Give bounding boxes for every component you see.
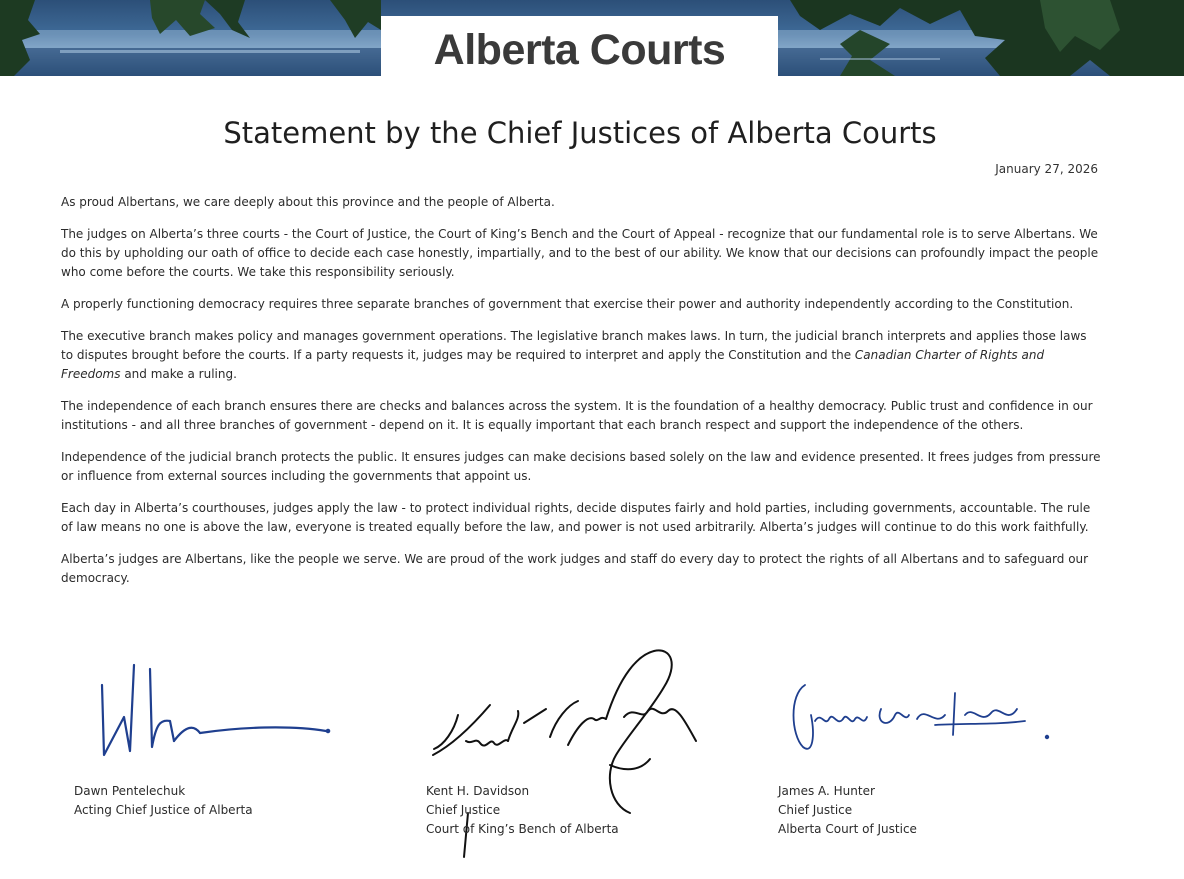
signature-pentelechuk [90, 655, 340, 765]
header-banner [0, 0, 1184, 76]
page-title: Statement by the Chief Justices of Alberta Courts [223, 116, 937, 150]
signatory-name: Dawn Pentelechuk [74, 784, 186, 798]
signatory-court: Alberta Court of Justice [778, 822, 917, 836]
paragraph: The independence of each branch ensures there are checks and balances across the system. It is the foundation of a healthy democracy. Public trust and confidence in our institutions - and all three branches of government - depend on it. It is equally important that each branch respect and support the independence of the others. [61, 399, 1093, 432]
signatory-title: Acting Chief Justice of Alberta [74, 803, 253, 817]
signatory-name: James A. Hunter [778, 784, 875, 798]
signatory-name: Kent H. Davidson [426, 784, 530, 798]
signatory-court: Court of King’s Bench of Alberta [426, 822, 619, 836]
site-logo[interactable]: Alberta Courts [433, 26, 726, 74]
signatory-title: Chief Justice [778, 803, 853, 817]
paragraph: Alberta’s judges are Albertans, like the people we serve. We are proud of the work judges and staff do every day to protect the rights of all Albertans and to safeguard our democracy. [61, 552, 1089, 585]
statement-body [61, 193, 1101, 601]
signature-hunter [785, 675, 1060, 765]
statement-date: January 27, 2026 [995, 162, 1098, 176]
signatory-davidson [426, 782, 619, 839]
paragraph [61, 327, 1101, 384]
charter-title: Canadian Charter of Rights and Freedoms [61, 348, 1045, 381]
paragraph-text: The executive branch makes policy and manages government operations. The legislative branch makes laws. In turn, the judicial branch interprets and applies those laws to disputes brought before the courts. If a party requests it, judges may be required to interpret and apply the Constitution and the [61, 329, 1087, 362]
paragraph: The judges on Alberta’s three courts - the Court of Justice, the Court of King’s Bench and the Court of Appeal - recognize that our fundamental role is to serve Albertans. We do this by upholding our oath of office to decide each case honestly, impartially, and to the best of our ability. We know that our decisions can profoundly impact the people who come before the courts. We take this responsibility seriously. [61, 227, 1099, 279]
paragraph: A properly functioning democracy requires three separate branches of government that exercise their power and authority independently according to the Constitution. [61, 297, 1074, 311]
signatory-hunter [778, 782, 917, 839]
paragraph: Each day in Alberta’s courthouses, judges apply the law - to protect individual rights, decide disputes fairly and hold parties, including governments, accountable. The rule of law means no one is above the law, everyone is treated equally before the law, and power is not used arbitrarily. Alberta’s judges will continue to do this work faithfully. [61, 501, 1091, 534]
paragraph: As proud Albertans, we care deeply about this province and the people of Alberta. [61, 195, 555, 209]
signatory-pentelechuk [74, 782, 253, 820]
paragraph: Independence of the judicial branch protects the public. It ensures judges can make decisions based solely on the law and evidence presented. It frees judges from pressure or influence from external sources including the governments that appoint us. [61, 450, 1101, 483]
signatory-title: Chief Justice [426, 803, 501, 817]
paragraph-text: and make a ruling. [120, 367, 237, 381]
logo-box[interactable] [381, 16, 778, 76]
